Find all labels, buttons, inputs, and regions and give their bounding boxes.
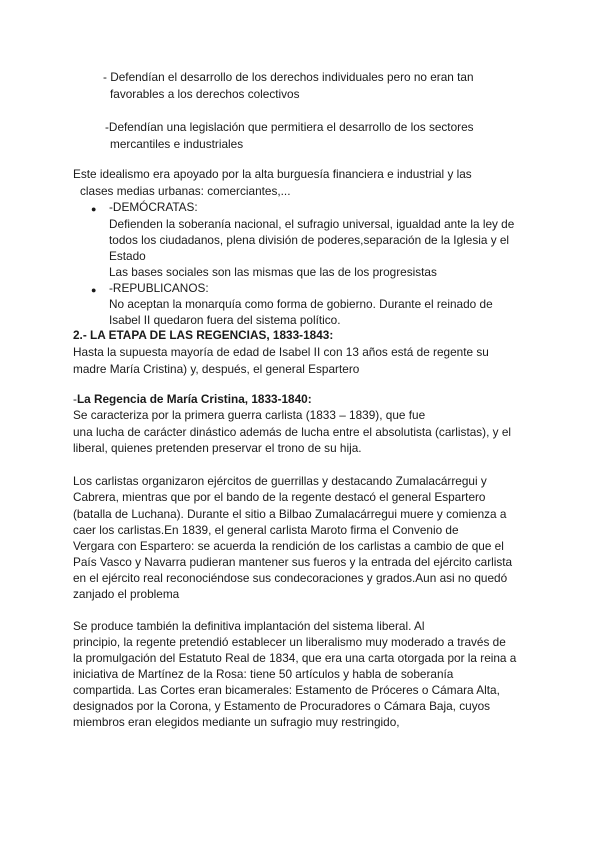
regencia-heading-text: La Regencia de María Cristina, 1833-1840:	[76, 392, 312, 406]
regencia-heading-prefix: -	[73, 392, 77, 406]
regencia-line-3: liberal, quienes pretenden preservar el trono de su hija.	[73, 441, 362, 455]
carlistas-line-1: Los carlistas organizaron ejércitos de guerrillas y destacando Zumalacárregui y	[73, 474, 487, 488]
bullet-democratas-line-1: Defienden la soberanía nacional, el sufragio universal, igualdad ante la ley de	[109, 217, 515, 231]
bullet-republicanos-line-2: Isabel II quedaron fuera del sistema político.	[109, 313, 341, 327]
section-2-heading: 2.- LA ETAPA DE LAS REGENCIAS, 1833-1843:	[73, 328, 334, 342]
bullet-republicanos-line-1: No aceptan la monarquía como forma de gobierno. Durante el reinado de	[109, 297, 493, 311]
carlistas-line-5: Vergara con Espartero: se acuerda la rendición de los carlistas a cambio de que el	[73, 539, 504, 553]
dash-item-1-line-1: - Defendían el desarrollo de los derechos individuales pero no eran tan	[103, 70, 474, 84]
liberal-line-7: miembros eran elegidos mediante un sufragio muy restringido,	[73, 715, 400, 729]
section-2-line-1: Hasta la supuesta mayoría de edad de Isabel II con 13 años está de regente su	[73, 345, 489, 359]
liberal-line-5: compartida. Las Cortes eran bicamerales: Estamento de Próceres o Cámara Alta,	[73, 683, 500, 697]
dash-item-2-line-2: mercantiles e industriales	[110, 137, 244, 151]
idealismo-line-1: Este idealismo era apoyado por la alta burguesía financiera e industrial y las	[73, 167, 472, 181]
idealismo-line-2: clases medias urbanas: comerciantes,...	[80, 184, 291, 198]
bullet-republicanos-title: -REPUBLICANOS:	[109, 281, 209, 295]
bullet-icon: ●	[91, 285, 97, 295]
liberal-line-1: Se produce también la definitiva implantación del sistema liberal. Al	[73, 619, 425, 633]
liberal-line-2: principio, la regente pretendió establecer un liberalismo muy moderado a través de	[73, 635, 506, 649]
bullet-democratas-title: -DEMÓCRATAS:	[109, 200, 198, 214]
carlistas-line-2: Cabrera, mientras que por el bando de la regente destacó el general Espartero	[73, 490, 486, 504]
bullet-icon: ●	[91, 204, 97, 214]
carlistas-line-8: zanjado el problema	[73, 587, 180, 601]
bullet-democratas-line-2: todos los ciudadanos, plena división de poderes,separación de la Iglesia y el	[109, 233, 510, 247]
dash-item-2-line-1: -Defendían una legislación que permitiera el desarrollo de los sectores	[105, 120, 474, 134]
carlistas-line-7: en el ejército real reconociéndose sus condecoraciones y grados.Aun asi no quedó	[73, 571, 508, 585]
section-2-line-2: madre María Cristina) y, después, el general Espartero	[73, 362, 360, 376]
dash-item-1-line-2: favorables a los derechos colectivos	[110, 87, 300, 101]
bullet-democratas-line-4: Las bases sociales son las mismas que las de los progresistas	[109, 265, 437, 279]
carlistas-line-3: (batalla de Luchana). Durante el sitio a Bilbao Zumalacárregui muere y comienza a	[73, 507, 507, 521]
liberal-line-4: iniciativa de Martínez de la Rosa: tiene 50 artículos y habla de soberanía	[73, 667, 454, 681]
carlistas-line-4: caer los carlistas.En 1839, el general carlista Maroto firma el Convenio de	[73, 523, 459, 537]
liberal-line-3: la promulgación del Estatuto Real de 1834, que era una carta otorgada por la reina a	[73, 651, 517, 665]
regencia-line-2: una lucha de carácter dinástico además de lucha entre el absolutista (carlistas), y el	[73, 425, 512, 439]
regencia-line-1: Se caracteriza por la primera guerra carlista (1833 – 1839), que fue	[73, 408, 426, 422]
regencia-heading	[73, 391, 312, 408]
carlistas-line-6: País Vasco y Navarra pudieran mantener sus fueros y la entrada del ejército carlista	[73, 555, 513, 569]
liberal-line-6: designados por la Corona, y Estamento de Procuradores o Cámara Baja, cuyos	[73, 699, 491, 713]
bullet-democratas-line-3: Estado	[109, 249, 146, 263]
